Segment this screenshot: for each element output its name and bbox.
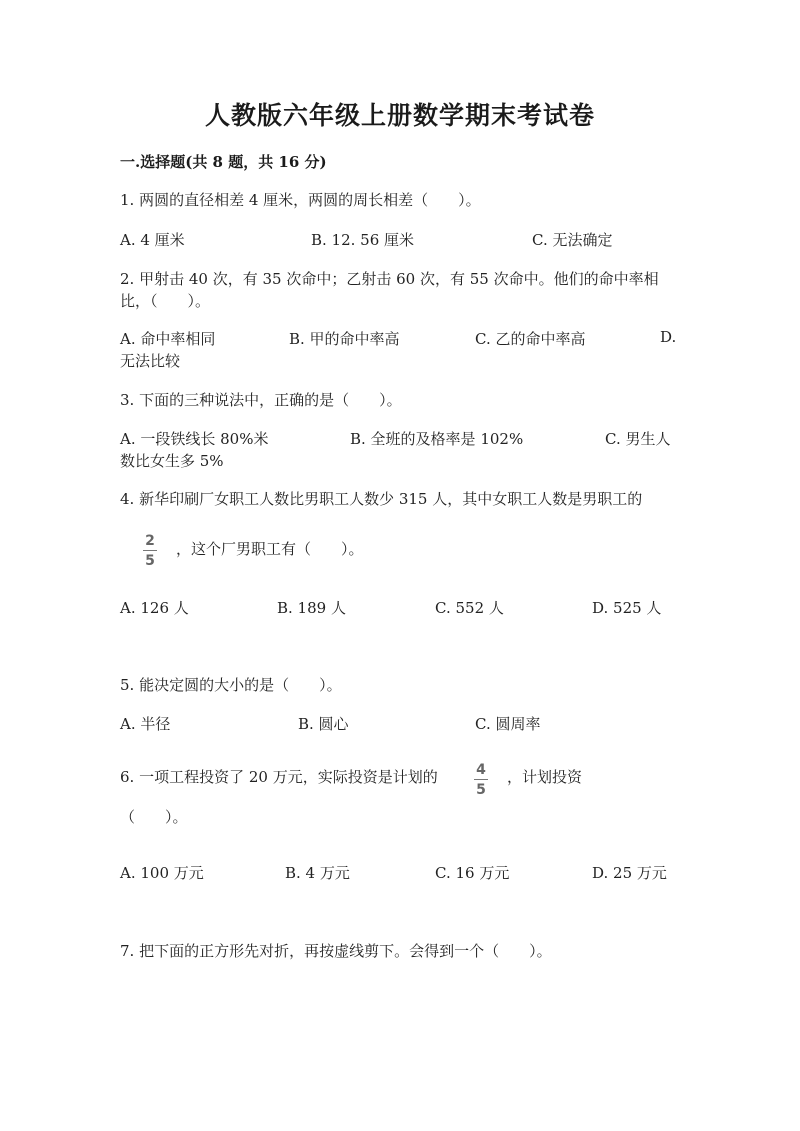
question-6-text: 6. 一项工程投资了 20 万元，实际投资是计划的: [120, 768, 438, 786]
question-4-option-c[interactable]: C. 552 人: [435, 599, 504, 617]
fraction-denominator: 5: [145, 553, 155, 569]
question-5-option-c[interactable]: C. 圆周率: [475, 715, 541, 733]
question-2-option-d[interactable]: D.: [660, 328, 677, 346]
question-5-text: 5. 能决定圆的大小的是（ ）。: [120, 676, 342, 694]
question-1-option-a[interactable]: A. 4 厘米: [120, 231, 185, 249]
question-3-option-b[interactable]: B. 全班的及格率是 102%: [350, 430, 524, 448]
question-3-text: 3. 下面的三种说法中，正确的是（ ）。: [120, 391, 402, 409]
fraction-bar: [474, 779, 488, 780]
question-6-text-cont: ，计划投资: [507, 768, 583, 786]
question-6-option-d[interactable]: D. 25 万元: [592, 864, 667, 882]
page-title: 人教版六年级上册数学期末考试卷: [204, 101, 595, 130]
question-1-option-c[interactable]: C. 无法确定: [532, 231, 613, 249]
question-4-fraction: [142, 533, 158, 569]
question-4-text-cont: ，这个厂男职工有（ ）。: [176, 540, 364, 558]
question-7-text: 7. 把下面的正方形先对折，再按虚线剪下。会得到一个（ ）。: [120, 942, 552, 960]
question-6-option-a[interactable]: A. 100 万元: [120, 864, 204, 882]
question-6-option-c[interactable]: C. 16 万元: [435, 864, 510, 882]
question-2-option-a[interactable]: A. 命中率相同: [120, 330, 216, 348]
fraction-numerator: 2: [145, 533, 155, 549]
section-heading: 一.选择题(共 8 题，共 16 分): [120, 153, 327, 171]
question-4-option-a[interactable]: A. 126 人: [120, 599, 189, 617]
question-4-text: 4. 新华印刷厂女职工人数比男职工人数少 315 人，其中女职工人数是男职工的: [120, 490, 643, 508]
question-3-option-a[interactable]: A. 一段铁线长 80%米: [120, 430, 269, 448]
question-6-text-line-2: （ ）。: [120, 808, 188, 826]
question-1-option-b[interactable]: B. 12. 56 厘米: [311, 231, 415, 249]
question-6-fraction: [473, 762, 489, 798]
question-2-option-b[interactable]: B. 甲的命中率高: [289, 330, 400, 348]
fraction-numerator: 4: [476, 762, 486, 778]
fraction-bar: [143, 550, 157, 551]
question-1-text: 1. 两圆的直径相差 4 厘米，两圆的周长相差（ ）。: [120, 191, 481, 209]
question-2-option-d-text: 无法比较: [120, 352, 181, 370]
question-2-option-c[interactable]: C. 乙的命中率高: [475, 330, 586, 348]
question-6-option-b[interactable]: B. 4 万元: [285, 864, 350, 882]
question-3-option-c-wrap: 数比女生多 5%: [120, 452, 224, 470]
question-3-option-c[interactable]: C. 男生人: [605, 430, 671, 448]
question-4-option-d[interactable]: D. 525 人: [592, 599, 662, 617]
question-4-option-b[interactable]: B. 189 人: [277, 599, 346, 617]
fraction-denominator: 5: [476, 782, 486, 798]
question-2-text-line-1: 2. 甲射击 40 次，有 35 次命中；乙射击 60 次，有 55 次命中。他们的命中率相: [120, 270, 659, 288]
question-5-option-a[interactable]: A. 半径: [120, 715, 171, 733]
question-2-text-line-2: 比，（ ）。: [120, 292, 211, 310]
question-5-option-b[interactable]: B. 圆心: [298, 715, 349, 733]
